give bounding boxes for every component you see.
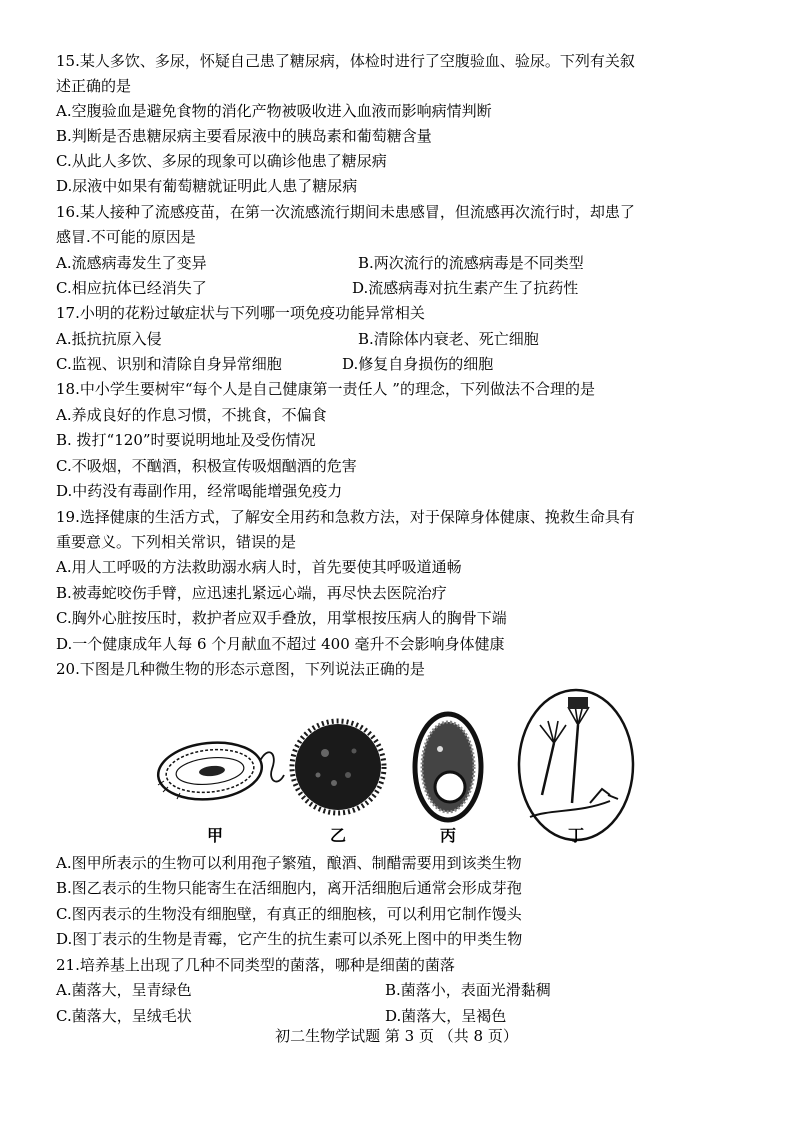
figure-label-jia: 甲 — [207, 826, 224, 845]
q20-option-b: B.图乙表示的生物只能寄生在活细胞内，离开活细胞后通常会形成芽孢 — [56, 879, 522, 897]
q15-option-a: A.空腹验血是避免食物的消化产物被吸收进入血液而影响病情判断 — [56, 102, 492, 120]
q16-stem-line-2: 感冒.不可能的原因是 — [56, 228, 196, 246]
q17-option-c: C.监视、识别和清除自身异常细胞 — [56, 355, 282, 373]
q17-option-d: D.修复自身损伤的细胞 — [342, 355, 494, 373]
q21-option-a: A.菌落大，呈青绿色 — [56, 981, 192, 999]
q19-option-c: C.胸外心脏按压时，救护者应双手叠放，用掌根按压病人的胸骨下端 — [56, 609, 507, 627]
q17-option-b: B.清除体内衰老、死亡细胞 — [358, 330, 539, 348]
q20-stem: 20.下图是几种微生物的形态示意图，下列说法正确的是 — [56, 660, 425, 678]
q15-stem-line-1: 15.某人多饮、多尿，怀疑自己患了糖尿病，体检时进行了空腹验血、验尿。下列有关叙 — [56, 52, 635, 70]
figure-label-bing: 丙 — [440, 826, 457, 845]
q18-option-b: B. 拨打“120”时要说明地址及受伤情况 — [56, 431, 316, 449]
penicillium-drawing — [519, 690, 633, 840]
q21-stem: 21.培养基上出现了几种不同类型的菌落，哪种是细菌的菌落 — [56, 956, 455, 974]
q17-stem: 17.小明的花粉过敏症状与下列哪一项免疫功能异常相关 — [56, 304, 425, 322]
q21-option-c: C.菌落大，呈绒毛状 — [56, 1007, 192, 1025]
q15-stem-line-2: 述正确的是 — [56, 77, 132, 95]
figure-label-yi: 乙 — [330, 826, 347, 845]
q21-option-d: D.菌落大，呈褐色 — [385, 1007, 507, 1025]
q18-option-d: D.中药没有毒副作用，经常喝能增强免疫力 — [56, 482, 343, 500]
q15-option-c: C.从此人多饮、多尿的现象可以确诊他患了糖尿病 — [56, 152, 387, 170]
virus-drawing — [292, 721, 384, 813]
q18-stem: 18.中小学生要树牢“每个人是自己健康第一责任人 ”的理念，下列做法不合理的是 — [56, 380, 595, 398]
q18-option-c: C.不吸烟，不酗酒，积极宣传吸烟酗酒的危害 — [56, 457, 357, 475]
bacterium-drawing — [155, 738, 284, 805]
q20-option-a: A.图甲所表示的生物可以利用孢子繁殖，酿酒、制醋需要用到该类生物 — [56, 854, 522, 872]
page-footer: 初二生物学试题 第 3 页 （共 8 页） — [275, 1027, 518, 1045]
q17-option-a: A.抵抗抗原入侵 — [56, 330, 162, 348]
q15-option-b: B.判断是否患糖尿病主要看尿液中的胰岛素和葡萄糖含量 — [56, 127, 432, 145]
q21-option-b: B.菌落小，表面光滑黏稠 — [385, 981, 551, 999]
q16-option-a: A.流感病毒发生了变异 — [56, 254, 207, 272]
q15-option-d: D.尿液中如果有葡萄糖就证明此人患了糖尿病 — [56, 177, 358, 195]
q19-stem-line-1: 19.选择健康的生活方式，了解安全用药和急救方法，对于保障身体健康、挽救生命具有 — [56, 508, 635, 526]
q19-option-b: B.被毒蛇咬伤手臂，应迅速扎紧远心端，再尽快去医院治疗 — [56, 584, 447, 602]
q16-option-d: D.流感病毒对抗生素产生了抗药性 — [352, 279, 579, 297]
q16-option-b: B.两次流行的流感病毒是不同类型 — [358, 254, 584, 272]
q20-option-d: D.图丁表示的生物是青霉，它产生的抗生素可以杀死上图中的甲类生物 — [56, 930, 523, 948]
figure-label-ding: 丁 — [568, 826, 585, 845]
q19-option-a: A.用人工呼吸的方法救助溺水病人时，首先要使其呼吸道通畅 — [56, 558, 462, 576]
q19-stem-line-2: 重要意义。下列相关常识，错误的是 — [56, 533, 297, 551]
yeast-drawing — [415, 714, 481, 820]
q18-option-a: A.养成良好的作息习惯，不挑食，不偏食 — [56, 406, 327, 424]
q16-option-c: C.相应抗体已经消失了 — [56, 279, 207, 297]
q19-option-d: D.一个健康成年人每 6 个月献血不超过 400 毫升不会影响身体健康 — [56, 635, 505, 653]
q16-stem-line-1: 16.某人接种了流感疫苗，在第一次流感流行期间未患感冒，但流感再次流行时，却患了 — [56, 203, 635, 221]
q20-option-c: C.图丙表示的生物没有细胞壁，有真正的细胞核，可以利用它制作馒头 — [56, 905, 522, 923]
microorganism-figure — [150, 683, 650, 853]
